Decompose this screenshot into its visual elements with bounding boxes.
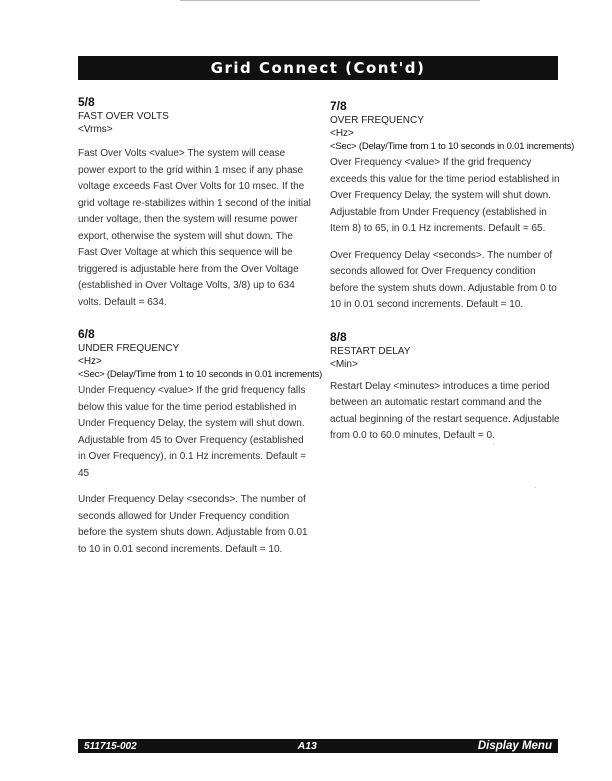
document-number: 511715-002	[84, 740, 137, 752]
section-paragraph: Restart Delay <minutes> introduces a time period between an automatic restart command and the actual beginning of the restart sequence. Adjustable from 0.0 to 60.0 minutes, Default = 0.	[330, 380, 560, 441]
page-footer-bar	[78, 739, 558, 753]
section-under-frequency	[78, 327, 323, 558]
left-column	[78, 95, 323, 570]
section-restart-delay	[330, 330, 566, 445]
section-paragraph: Under Frequency Delay <seconds>. The number of seconds allowed for Under Frequency condition before the system shuts down. Adjustable from 0.01 to 10 in 0.01 second increments. Default = 10.	[78, 494, 308, 555]
section-unit: <Hz>	[78, 356, 102, 367]
section-paragraph: Over Frequency <value> If the grid frequency exceeds this value for the time period established in Over Frequency Delay, the system will shut down. Adjustable from Under Frequency (established in Item 8) to 65, in 0.1 Hz increments. Default = 65.	[330, 157, 560, 234]
right-column	[330, 99, 575, 457]
section-over-frequency	[330, 99, 575, 314]
scan-speck	[493, 444, 494, 445]
section-title: FAST OVER VOLTS	[78, 111, 169, 122]
page-title: Grid Connect (Cont'd)	[210, 59, 426, 77]
section-unit: <Hz>	[330, 128, 354, 139]
section-fast-over-volts	[78, 95, 312, 311]
scan-top-rule	[180, 0, 480, 1]
section-number: 8/8	[330, 329, 347, 344]
page-number: A13	[297, 740, 317, 752]
section-header-bar	[78, 56, 558, 80]
section-title: RESTART DELAY	[330, 345, 411, 357]
section-paragraph: Fast Over Volts <value> The system will cease power export to the grid within 1 msec if any phase voltage exceeds Fast Over Volts for 10 msec. If the grid voltage re-stabilizes within 1 second of the initial under voltage, then the system will resume power export, otherwise the system will shut down. The Fast Over Voltage at which this sequence will be triggered is adjustable here from the Over Voltage (established in Over Voltage Volts, 3/8) up to 634 volts. Default = 634.	[78, 148, 311, 308]
section-delay-spec: <Sec> (Delay/Time from 1 to 10 seconds in 0.01 increments)	[330, 141, 575, 152]
section-number: 7/8	[330, 99, 347, 113]
section-paragraph: Under Frequency <value> If the grid frequency falls below this value for the time period established in Under Frequency Delay, the system will shut down. Adjustable from 45 to Over Frequency (established in Over Frequency), in 0.1 Hz increments. Default = 45	[78, 385, 307, 479]
section-number: 5/8	[78, 95, 95, 109]
section-number: 6/8	[78, 327, 95, 341]
scan-speck	[535, 487, 536, 488]
section-unit: <Min>	[330, 358, 358, 370]
section-delay-spec: <Sec> (Delay/Time from 1 to 10 seconds in 0.01 increments)	[78, 369, 323, 380]
section-title: UNDER FREQUENCY	[78, 343, 180, 354]
footer-section-name: Display Menu	[477, 740, 552, 752]
section-paragraph: Over Frequency Delay <seconds>. The number of seconds allowed for Over Frequency condition before the system shuts down. Adjustable from 0 to 10 in 0.01 second increments. Default = 10.	[330, 249, 557, 310]
section-unit: <Vrms>	[78, 124, 113, 135]
section-title: OVER FREQUENCY	[330, 115, 424, 126]
